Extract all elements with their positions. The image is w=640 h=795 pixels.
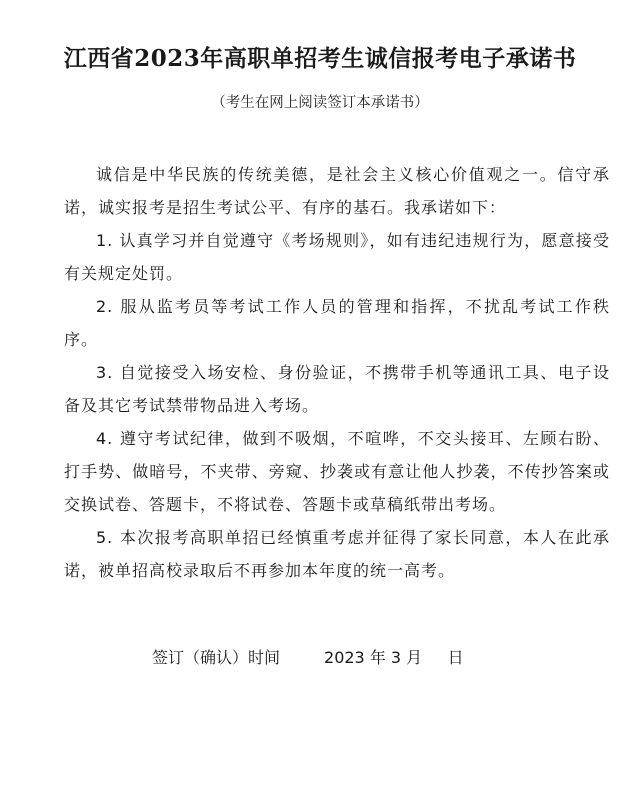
signature-label: 签订（确认）时间 xyxy=(152,648,281,667)
signature-date: 2023 年 3 月 日 xyxy=(324,648,464,667)
pledge-item-2: 2. 服从监考员等考试工作人员的管理和指挥，不扰乱考试工作秩序。 xyxy=(64,297,610,349)
document-subtitle: （考生在网上阅读签订本承诺书） xyxy=(211,95,429,111)
intro-paragraph: 诚信是中华民族的传统美德，是社会主义核心价值观之一。信守承诺，诚实报考是招生考试公平、有序的基石。我承诺如下： xyxy=(64,165,610,217)
pledge-item-4: 4. 遵守考试纪律，做到不吸烟，不喧哗，不交头接耳、左顾右盼、打手势、做暗号，不夹带、旁窥、抄袭或有意让他人抄袭，不传抄答案或交换试卷、答题卡，不将试卷、答题卡或草稿纸带出考场。 xyxy=(64,429,610,514)
pledge-item-3: 3. 自觉接受入场安检、身份验证，不携带手机等通讯工具、电子设备及其它考试禁带物品进入考场。 xyxy=(64,363,610,415)
signature-line xyxy=(152,646,572,670)
document-body xyxy=(64,158,610,587)
pledge-item-1: 1. 认真学习并自觉遵守《考场规则》，如有违纪违规行为，愿意接受有关规定处罚。 xyxy=(64,231,610,283)
pledge-item-5: 5. 本次报考高职单招已经慎重考虑并征得了家长同意，本人在此承诺，被单招高校录取后不再参加本年度的统一高考。 xyxy=(64,528,610,580)
document-title: 江西省2023年高职单招考生诚信报考电子承诺书 xyxy=(63,45,577,72)
